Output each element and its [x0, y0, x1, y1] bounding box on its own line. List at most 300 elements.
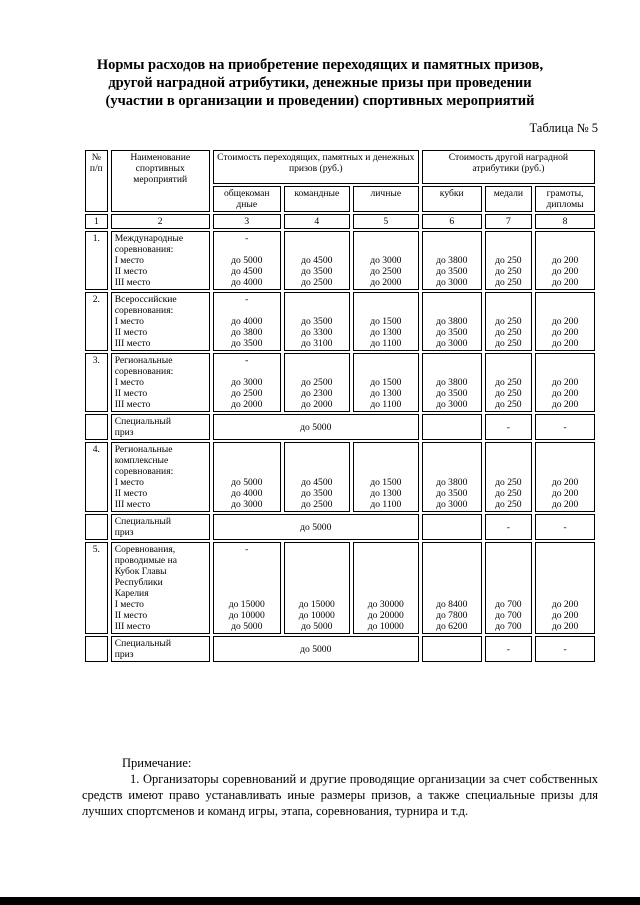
header-group-prizes: Стоимость переходящих, памятных и денежных призов (руб.): [213, 150, 419, 184]
spacer: [539, 294, 591, 305]
spacer: [357, 233, 415, 244]
value-cell: [353, 353, 419, 412]
prize-value: до 3800: [436, 316, 468, 327]
spacer: [288, 544, 346, 555]
value-cell: [213, 442, 281, 512]
spacer: [539, 544, 591, 555]
prize-value: до 3000: [231, 377, 263, 388]
special-prize-medals: -: [485, 514, 532, 540]
event-name-line: Соревнования,: [114, 544, 176, 555]
column-number: 3: [213, 214, 281, 229]
prize-value: до 250: [495, 277, 522, 288]
title-line: (участии в организации и проведении) спортивных мероприятий: [105, 93, 535, 109]
prize-value: до 3800: [436, 477, 468, 488]
norms-table: [82, 148, 598, 664]
spacer: [288, 555, 346, 566]
prize-value: до 3500: [231, 338, 263, 349]
value-cell: [485, 353, 532, 412]
value-cell: [535, 292, 595, 351]
prize-value: до 15000: [228, 599, 265, 610]
event-name-line: соревнования:: [114, 305, 174, 316]
special-prize-line: приз: [114, 649, 134, 660]
prize-value: до 200: [551, 316, 579, 327]
header-group-attributes: Стоимость другой наградной атрибутики (руб.): [422, 150, 595, 184]
row-number: [85, 414, 108, 440]
prize-value: до 3000: [436, 277, 468, 288]
place-label: II место: [114, 388, 148, 399]
prize-value: до 10000: [228, 610, 265, 621]
prize-value: до 200: [551, 499, 579, 510]
value-cell: [422, 442, 482, 512]
dash-mark: -: [245, 294, 249, 305]
prize-value: до 5000: [231, 621, 263, 632]
scan-edge: [0, 897, 640, 905]
spacer: [539, 566, 591, 577]
prize-value: до 5000: [231, 477, 263, 488]
prize-value: до 3000: [436, 399, 468, 410]
value-cell: [422, 542, 482, 634]
place-label: II место: [114, 488, 148, 499]
spacer: [288, 305, 346, 316]
spacer: [539, 355, 591, 366]
prize-value: до 3100: [301, 338, 333, 349]
spacer: [539, 588, 591, 599]
spacer: [357, 577, 415, 588]
header-col-personal: личные: [353, 186, 419, 212]
spacer: [357, 588, 415, 599]
title-line: Нормы расходов на приобретение переходящих и памятных призов,: [96, 57, 544, 73]
spacer: [489, 305, 528, 316]
spacer: [489, 233, 528, 244]
prize-value: до 3500: [301, 488, 333, 499]
table-row: [85, 231, 595, 290]
note: [82, 755, 598, 819]
place-label: II место: [114, 266, 148, 277]
spacer: [539, 555, 591, 566]
spacer: [489, 455, 528, 466]
prize-value: до 200: [551, 377, 579, 388]
prize-value: до 200: [551, 255, 579, 266]
spacer: [489, 244, 528, 255]
prize-value: до 200: [551, 388, 579, 399]
special-prize-line: приз: [114, 527, 134, 538]
prize-value: до 3800: [231, 327, 263, 338]
special-prize-diplomas: -: [535, 414, 595, 440]
prize-value: до 4500: [301, 477, 333, 488]
dash-mark: -: [245, 233, 249, 244]
prize-value: до 700: [495, 610, 522, 621]
event-name-line: Карелия: [114, 588, 149, 599]
prize-value: до 200: [551, 488, 579, 499]
title-line: другой наградной атрибутики, денежные призы при проведении: [108, 75, 532, 91]
prize-value: до 250: [495, 477, 522, 488]
prize-value: до 2500: [301, 277, 333, 288]
dash-mark: -: [245, 355, 249, 366]
special-prize-line: Специальный: [114, 416, 171, 427]
prize-value: до 3500: [436, 488, 468, 499]
prize-value: до 250: [495, 399, 522, 410]
dash-mark: -: [245, 544, 249, 555]
event-name-line: комплексные: [114, 455, 169, 466]
value-cell: [284, 292, 350, 351]
prize-value: до 3500: [301, 316, 333, 327]
place-label: I место: [114, 599, 144, 610]
table-row: [85, 353, 595, 412]
special-prize-value: до 5000: [213, 414, 419, 440]
header-col-cups: кубки: [422, 186, 482, 212]
spacer: [288, 455, 346, 466]
value-cell: [353, 542, 419, 634]
event-name-line: соревнования:: [114, 466, 174, 477]
spacer: [357, 244, 415, 255]
prize-value: до 3800: [436, 255, 468, 266]
spacer: [426, 305, 478, 316]
spacer: [489, 444, 528, 455]
prize-value: до 1300: [370, 488, 402, 499]
spacer: [357, 566, 415, 577]
event-name-line: Республики: [114, 577, 163, 588]
prize-value: до 6200: [436, 621, 468, 632]
event-name-cell: [111, 231, 210, 290]
spacer: [217, 444, 277, 455]
prize-value: до 2000: [231, 399, 263, 410]
spacer: [357, 555, 415, 566]
spacer: [426, 577, 478, 588]
prize-value: до 1500: [370, 477, 402, 488]
prize-value: до 20000: [367, 610, 404, 621]
prize-value: до 250: [495, 266, 522, 277]
spacer: [217, 455, 277, 466]
value-cell: [535, 231, 595, 290]
row-number: [85, 636, 108, 662]
spacer: [426, 566, 478, 577]
prize-value: до 2000: [370, 277, 402, 288]
header-col-team: командные: [284, 186, 350, 212]
spacer: [426, 366, 478, 377]
value-cell: [535, 353, 595, 412]
prize-value: до 1500: [370, 377, 402, 388]
prize-value: до 4000: [231, 488, 263, 499]
value-cell: [213, 231, 281, 290]
prize-value: до 2300: [301, 388, 333, 399]
place-label: III место: [114, 499, 151, 510]
value-cell: [284, 353, 350, 412]
place-label: I место: [114, 316, 144, 327]
special-prize-name: [111, 514, 210, 540]
prize-value: до 200: [551, 621, 579, 632]
column-number: 5: [353, 214, 419, 229]
prize-value: до 700: [495, 621, 522, 632]
spacer: [426, 444, 478, 455]
spacer: [489, 566, 528, 577]
value-cell: [284, 442, 350, 512]
value-cell: [213, 292, 281, 351]
event-name-line: Региональные: [114, 355, 173, 366]
spacer: [426, 588, 478, 599]
place-label: I место: [114, 255, 144, 266]
place-label: III место: [114, 338, 151, 349]
header-col-team-general: общекоман дные: [213, 186, 281, 212]
prize-value: до 3800: [436, 377, 468, 388]
prize-value: до 3000: [436, 499, 468, 510]
value-cell: [535, 542, 595, 634]
prize-value: до 200: [551, 327, 579, 338]
spacer: [426, 555, 478, 566]
spacer: [539, 444, 591, 455]
value-cell: [284, 231, 350, 290]
column-number: 4: [284, 214, 350, 229]
prize-value: до 250: [495, 338, 522, 349]
spacer: [288, 294, 346, 305]
prize-value: до 3500: [436, 327, 468, 338]
spacer: [426, 233, 478, 244]
event-name-cell: [111, 353, 210, 412]
prize-value: до 4000: [231, 316, 263, 327]
value-cell: [353, 442, 419, 512]
place-label: III место: [114, 399, 151, 410]
spacer: [288, 366, 346, 377]
event-name-cell: [111, 542, 210, 634]
special-prize-line: Специальный: [114, 516, 171, 527]
prize-value: до 5000: [231, 255, 263, 266]
note-text: 1. Организаторы соревнований и другие проводящие организации за счет собственных средств имеют право устанавливать иные размеры призов, а также специальные призы для лучших спортсменов и команд игры, этапа, соревнования, турнира и т.д.: [82, 772, 598, 818]
prize-value: до 5000: [301, 621, 333, 632]
value-cell: [284, 542, 350, 634]
spacer: [357, 544, 415, 555]
spacer: [489, 555, 528, 566]
spacer: [489, 577, 528, 588]
table-label: Таблица № 5: [529, 121, 598, 135]
value-cell: [422, 292, 482, 351]
spacer: [217, 466, 277, 477]
column-number: 8: [535, 214, 595, 229]
value-cell: [535, 442, 595, 512]
spacer: [426, 455, 478, 466]
prize-value: до 3000: [436, 338, 468, 349]
spacer: [217, 305, 277, 316]
prize-value: до 2500: [301, 499, 333, 510]
spacer: [288, 566, 346, 577]
prize-value: до 1300: [370, 388, 402, 399]
prize-value: до 3000: [231, 499, 263, 510]
prize-value: до 10000: [367, 621, 404, 632]
spacer: [357, 466, 415, 477]
special-prize-row: [85, 414, 595, 440]
value-cell: [353, 231, 419, 290]
value-cell: [213, 542, 281, 634]
spacer: [357, 455, 415, 466]
spacer: [489, 366, 528, 377]
value-cell: [485, 292, 532, 351]
spacer: [539, 577, 591, 588]
column-number: 2: [111, 214, 210, 229]
spacer: [357, 355, 415, 366]
table-row: [85, 442, 595, 512]
spacer: [539, 244, 591, 255]
place-label: III место: [114, 621, 151, 632]
value-cell: [485, 442, 532, 512]
spacer: [357, 294, 415, 305]
special-prize-name: [111, 414, 210, 440]
spacer: [288, 233, 346, 244]
spacer: [489, 355, 528, 366]
prize-value: до 3500: [301, 266, 333, 277]
prize-value: до 1500: [370, 316, 402, 327]
prize-value: до 2500: [301, 377, 333, 388]
column-number: 1: [85, 214, 108, 229]
prize-value: до 1100: [370, 399, 402, 410]
event-name-line: Региональные: [114, 444, 173, 455]
place-label: I место: [114, 477, 144, 488]
prize-value: до 250: [495, 377, 522, 388]
spacer: [426, 294, 478, 305]
spacer: [539, 466, 591, 477]
header-name: Наименование спортивных мероприятий: [111, 150, 210, 212]
header-col-medals: медали: [485, 186, 532, 212]
prize-value: до 200: [551, 610, 579, 621]
special-prize-row: [85, 636, 595, 662]
prize-value: до 2000: [301, 399, 333, 410]
spacer: [426, 244, 478, 255]
spacer: [489, 466, 528, 477]
prize-value: до 700: [495, 599, 522, 610]
spacer: [217, 366, 277, 377]
spacer: [217, 577, 277, 588]
spacer: [426, 355, 478, 366]
prize-value: до 200: [551, 277, 579, 288]
prize-value: до 10000: [298, 610, 335, 621]
header-num: № п/п: [85, 150, 108, 212]
event-name-line: проводимые на: [114, 555, 177, 566]
prize-value: до 2500: [231, 388, 263, 399]
place-label: II место: [114, 610, 148, 621]
prize-value: до 4500: [231, 266, 263, 277]
spacer: [489, 544, 528, 555]
special-prize-row: [85, 514, 595, 540]
spacer: [288, 355, 346, 366]
prize-value: до 30000: [367, 599, 404, 610]
spacer: [426, 466, 478, 477]
prize-value: до 250: [495, 316, 522, 327]
prize-value: до 4500: [301, 255, 333, 266]
column-number: 6: [422, 214, 482, 229]
row-number: [85, 514, 108, 540]
prize-value: до 3500: [436, 388, 468, 399]
prize-value: до 1100: [370, 338, 402, 349]
value-cell: [213, 353, 281, 412]
special-prize-value: до 5000: [213, 636, 419, 662]
spacer: [217, 588, 277, 599]
prize-value: до 250: [495, 488, 522, 499]
spacer: [288, 588, 346, 599]
prize-value: до 8400: [436, 599, 468, 610]
spacer: [539, 366, 591, 377]
prize-value: до 15000: [298, 599, 335, 610]
spacer: [217, 555, 277, 566]
prize-value: до 200: [551, 399, 579, 410]
spacer: [357, 366, 415, 377]
prize-value: до 250: [495, 499, 522, 510]
prize-value: до 3300: [301, 327, 333, 338]
spacer: [426, 544, 478, 555]
prize-value: до 7800: [436, 610, 468, 621]
prize-value: до 1100: [370, 499, 402, 510]
prize-value: до 2500: [370, 266, 402, 277]
prize-value: до 250: [495, 327, 522, 338]
special-prize-medals: -: [485, 414, 532, 440]
prize-value: до 250: [495, 255, 522, 266]
value-cell: [485, 231, 532, 290]
spacer: [357, 305, 415, 316]
prize-value: до 200: [551, 266, 579, 277]
event-name-line: соревнования:: [114, 366, 174, 377]
special-prize-cups: [422, 414, 482, 440]
spacer: [489, 588, 528, 599]
spacer: [489, 294, 528, 305]
value-cell: [422, 231, 482, 290]
row-number: 5.: [85, 542, 108, 634]
special-prize-name: [111, 636, 210, 662]
spacer: [539, 233, 591, 244]
value-cell: [353, 292, 419, 351]
place-label: II место: [114, 327, 148, 338]
row-number: 3.: [85, 353, 108, 412]
value-cell: [485, 542, 532, 634]
event-name-cell: [111, 292, 210, 351]
spacer: [357, 444, 415, 455]
special-prize-cups: [422, 514, 482, 540]
spacer: [288, 244, 346, 255]
event-name-line: Международные: [114, 233, 184, 244]
special-prize-cups: [422, 636, 482, 662]
special-prize-value: до 5000: [213, 514, 419, 540]
spacer: [539, 305, 591, 316]
special-prize-diplomas: -: [535, 514, 595, 540]
header-col-diplomas: грамоты, дипломы: [535, 186, 595, 212]
special-prize-line: Специальный: [114, 638, 171, 649]
special-prize-diplomas: -: [535, 636, 595, 662]
column-number: 7: [485, 214, 532, 229]
spacer: [288, 444, 346, 455]
spacer: [217, 566, 277, 577]
table-row: [85, 292, 595, 351]
event-name-line: Всероссийские: [114, 294, 177, 305]
prize-value: до 3500: [436, 266, 468, 277]
spacer: [288, 577, 346, 588]
table-row: [85, 542, 595, 634]
note-title: Примечание:: [122, 756, 192, 770]
prize-value: до 200: [551, 477, 579, 488]
prize-value: до 1300: [370, 327, 402, 338]
prize-value: до 200: [551, 599, 579, 610]
prize-value: до 4000: [231, 277, 263, 288]
prize-value: до 200: [551, 338, 579, 349]
prize-value: до 250: [495, 388, 522, 399]
place-label: I место: [114, 377, 144, 388]
row-number: 2.: [85, 292, 108, 351]
document-title: [60, 56, 580, 110]
place-label: III место: [114, 277, 151, 288]
event-name-cell: [111, 442, 210, 512]
row-number: 4.: [85, 442, 108, 512]
special-prize-line: приз: [114, 427, 134, 438]
spacer: [539, 455, 591, 466]
event-name-line: соревнования:: [114, 244, 174, 255]
value-cell: [422, 353, 482, 412]
special-prize-medals: -: [485, 636, 532, 662]
prize-value: до 3000: [370, 255, 402, 266]
spacer: [288, 466, 346, 477]
